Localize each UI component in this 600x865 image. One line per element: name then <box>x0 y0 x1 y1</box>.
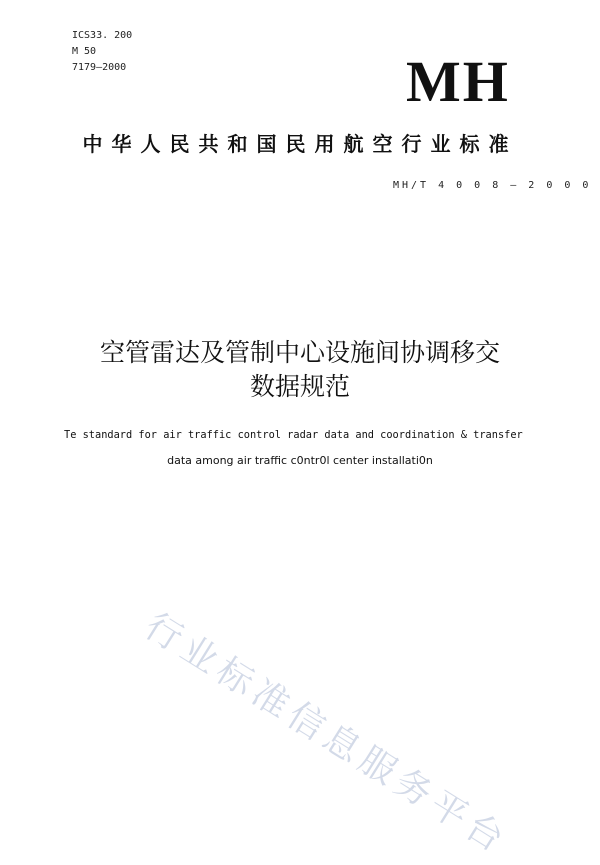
title-line-2: 数据规范 <box>249 372 350 401</box>
standard-number: MH/T 4 0 0 8 — 2 0 0 0 <box>393 180 592 191</box>
record-number: 7179—2000 <box>72 62 127 73</box>
document-title <box>0 336 600 404</box>
classification-block <box>72 28 132 76</box>
issuing-authority: 中华人民共和国民用航空行业标准 <box>82 132 518 156</box>
watermark: 行业标准信息服务平台 <box>137 605 516 864</box>
title-line-1: 空管雷达及管制中心设施间协调移交 <box>99 338 500 367</box>
classification-code: M 50 <box>72 46 97 57</box>
standard-logo: MH <box>406 49 510 114</box>
ics-code: ICS33. 200 <box>72 30 133 41</box>
english-title-line-2: data among air traffic c0ntr0l center installati0n <box>167 454 433 467</box>
english-title-line-1: Te standard for air traffic control radar data and coordination & transfer <box>64 429 523 441</box>
